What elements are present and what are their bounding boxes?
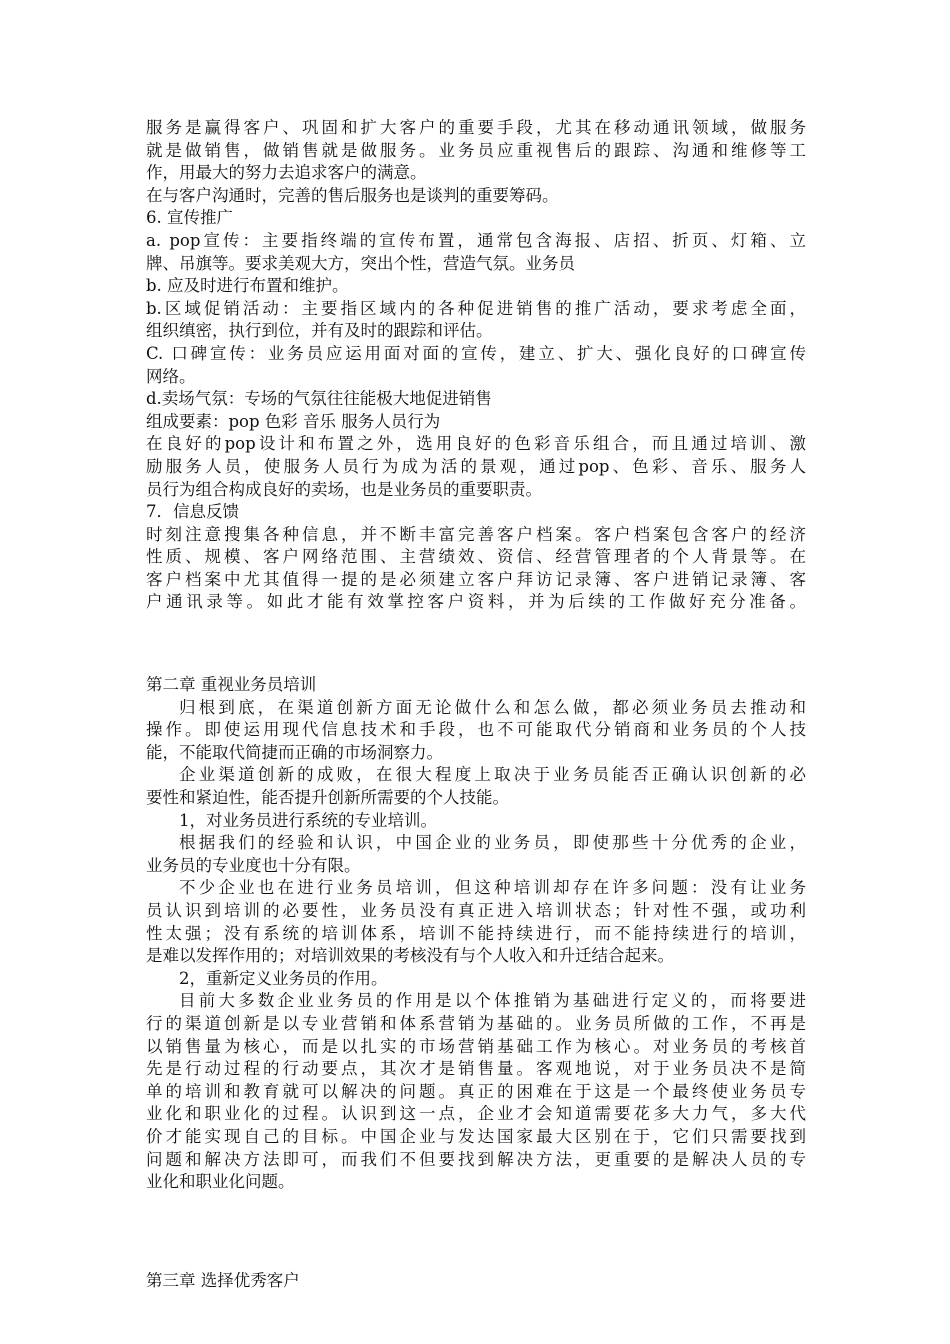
text-line: 行的渠道创新是以专业营销和体系营销为基础的。业务员所做的工作，不再是 <box>146 1013 806 1033</box>
text-line: 牌、吊旗等。要求美观大方，突出个性，营造气氛。业务员 <box>146 253 575 273</box>
text-line: 以销售量为核心，而是以扎实的市场营销基础工作为核心。对业务员的考核首 <box>146 1036 806 1056</box>
text-line: 在与客户沟通时，完善的售后服务也是谈判的重要筹码。 <box>146 185 559 205</box>
text-line: 服务是赢得客户、巩固和扩大客户的重要手段，尤其在移动通讯领域，做服务 <box>146 118 806 137</box>
text-line: 时刻注意搜集各种信息，并不断丰富完善客户档案。客户档案包含客户的经济 <box>146 524 806 544</box>
text-line: 目前大多数企业业务员的作用是以个体推销为基础进行定义的，而将要进 <box>179 991 806 1011</box>
text-line: 能，不能取代简捷而正确的市场洞察力。 <box>146 742 443 762</box>
text-line: 业化和职业化问题。 <box>146 1172 295 1192</box>
document-page <box>146 117 806 1292</box>
text-line: b. 应及时进行布置和维护。 <box>146 276 349 296</box>
text-line: C. 口碑宣传：业务员应运用面对面的宣传，建立、扩大、强化良好的口碑宣传 <box>146 343 806 363</box>
text-line: 业化和职业化的过程。认识到这一点，企业才会知道需要花多大力气，多大代 <box>146 1104 806 1124</box>
text-line: 组成要素：pop 色彩 音乐 服务人员行为 <box>146 411 441 431</box>
text-line: 要性和紧迫性，能否提升创新所需要的个人技能。 <box>146 788 509 808</box>
text-line: 组织缜密，执行到位，并有及时的跟踪和评估。 <box>146 321 493 341</box>
text-line: 在良好的pop设计和布置之外，选用良好的色彩音乐组合，而且通过培训、激 <box>146 434 806 454</box>
text-line: b.区域促销活动：主要指区域内的各种促进销售的推广活动，要求考虑全面， <box>146 298 806 318</box>
section-heading-feedback: 7．信息反馈 <box>146 502 239 522</box>
text-line: 业务员的专业度也十分有限。 <box>146 855 361 875</box>
text-line: 价才能实现自己的目标。中国企业与发达国家最大区别在于，它们只需要找到 <box>146 1126 806 1146</box>
text-line: 员行为组合构成良好的卖场，也是业务员的重要职责。 <box>146 479 542 499</box>
text-line: 作，用最大的努力去追求客户的满意。 <box>146 163 427 183</box>
text-line: 户通讯录等。如此才能有效掌控客户资料，并为后续的工作做好充分准备。 <box>146 592 806 612</box>
text-line: 客户档案中尤其值得一提的是必须建立客户拜访记录簿、客户进销记录簿、客 <box>146 569 806 589</box>
text-line: 就是做销售，做销售就是做服务。业务员应重视售后的跟踪、沟通和维修等工 <box>146 140 806 160</box>
text-line: 先是行动过程的行动要点，其次才是销售量。客观地说，对于业务员决不是简 <box>146 1059 806 1079</box>
chapter-title: 第二章 重视业务员培训 <box>146 675 317 695</box>
text-line: 归根到底，在渠道创新方面无论做什么和怎么做，都必须业务员去推动和 <box>179 697 806 717</box>
text-line: a. pop宣传：主要指终端的宣传布置，通常包含海报、店招、折页、灯箱、立 <box>146 230 806 250</box>
text-line: 2，重新定义业务员的作用。 <box>179 968 388 988</box>
text-line: d.卖场气氛：专场的气氛往往能极大地促进销售 <box>146 389 492 409</box>
text-line: 单的培训和教育就可以解决的问题。真正的困难在于这是一个最终使业务员专 <box>146 1081 806 1101</box>
text-line: 性太强；没有系统的培训体系，培训不能持续进行，而不能持续进行的培训， <box>146 923 806 943</box>
text-line: 操作。即使运用现代信息技术和手段，也不可能取代分销商和业务员的个人技 <box>146 720 806 740</box>
text-line: 不少企业也在进行业务员培训，但这种培训却存在许多问题：没有让业务 <box>179 878 806 898</box>
text-line: 励服务人员，使服务人员行为成为活的景观，通过pop、色彩、音乐、服务人 <box>146 456 806 476</box>
text-line: 员认识到培训的必要性，业务员没有真正进入培训状态；针对性不强，或功利 <box>146 901 806 920</box>
text-line: 1，对业务员进行系统的专业培训。 <box>179 810 437 830</box>
text-line: 网络。 <box>146 366 196 386</box>
text-line: 是难以发挥作用的；对培训效果的考核没有与个人收入和升迁结合起来。 <box>146 946 674 966</box>
text-line: 问题和解决方法即可，而我们不但要找到解决方法，更重要的是解决人员的专 <box>146 1149 806 1169</box>
text-line: 根据我们的经验和认识，中国企业的业务员，即使那些十分优秀的企业， <box>179 833 806 853</box>
chapter-title: 第三章 选择优秀客户 <box>146 1270 300 1290</box>
text-line: 企业渠道创新的成败，在很大程度上取决于业务员能否正确认识创新的必 <box>179 765 806 785</box>
section-heading-promotion: 6. 宣传推广 <box>146 208 233 228</box>
text-line: 性质、规模、客户网络范围、主营绩效、资信、经营管理者的个人背景等。在 <box>146 547 806 567</box>
